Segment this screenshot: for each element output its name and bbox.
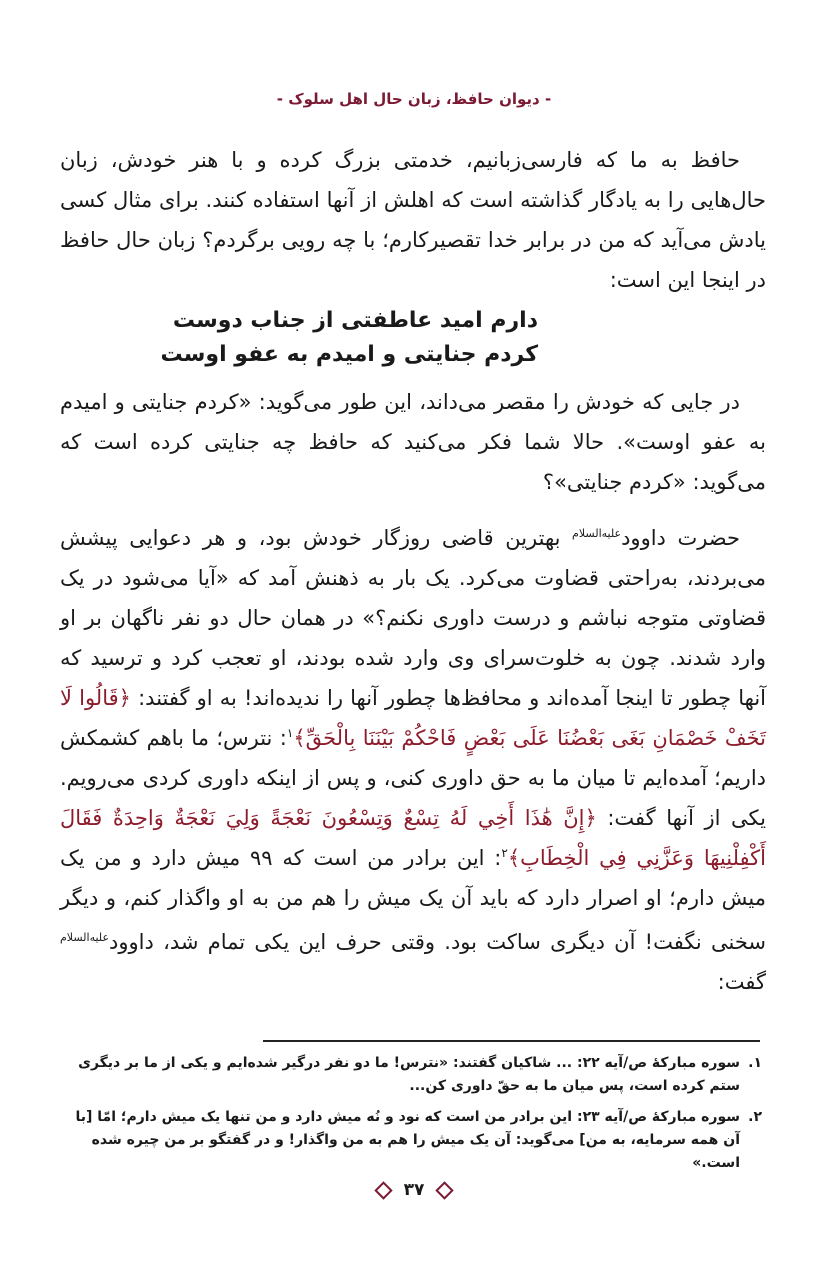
footnote-2 <box>62 1106 762 1175</box>
paragraph-intro: حافظ به ما که فارسی‌زبانیم، خدمتی بزرگ کرده و با هنر خودش، زبان حال‌هایی را به یادگار گذاشته است که اهلش از آنها استفاده کنند. برای مثال کسی یادش می‌آید که من در برابر خدا تقصیرکارم؛ با چه رویی برگردم؟ زبان حال حافظ در اینجا این است: <box>60 148 766 292</box>
running-head: - دیوان حافظ، زبان حال اهل سلوک - <box>276 90 552 108</box>
diamond-ornament-icon <box>374 1181 392 1199</box>
honorific-mark: علیه‌السلام <box>572 527 622 540</box>
story-text-d: : این برادر من است که ۹۹ میش دارد و من یک میش دارم؛ او اصرار دارد که باید آن یک میش را هم من به او واگذار کنم، و دیگر سخنی نگفت! آن دیگری ساکت بود. وقتی حرف این یکی تمام شد، داوود <box>60 846 766 954</box>
footnote-text: سوره مبارکهٔ ص/آیه ۲۳: این برادر من است که نود و نُه میش دارد و من تنها یک میش دارم؛ امّا [با آن همه سرمایه، به من] می‌گوید: آن یک میش را هم به من واگذار! و در گفتگو بر من چیره شده است.» <box>75 1109 740 1171</box>
story-text-c: : نترس؛ ما باهم کشمکش داریم؛ آمده‌ایم تا میان ما به حق داوری کنی، و پس از اینکه داوری کردی می‌رویم. یکی از آنها گفت: <box>60 726 766 830</box>
quran-quote-1: ﴿قَالُوا لَا تَخَفْ خَصْمَانِ بَغَى بَعْضُنَا عَلَى بَعْضٍ فَاحْكُمْ بَيْنَنَا بِالْحَقِّ﴾ <box>60 686 766 750</box>
story-text-e: گفت: <box>717 970 766 994</box>
body-text <box>60 140 766 1002</box>
footnote-number: ۱. <box>748 1055 762 1071</box>
verse-line-2: کردم جنایتی و امیدم به عفو اوست <box>160 342 538 367</box>
footnote-number: ۲. <box>748 1109 762 1125</box>
footnote-text: سوره مبارکهٔ ص/آیه ۲۲: ... شاکیان گفتند: «نترس! ما دو نفر درگیر شده‌ایم و یکی از ما بر دیگری ستم کرده است، پس میان ما به حقّ داوری کن... <box>78 1055 740 1094</box>
page-number <box>0 1180 828 1200</box>
honorific-mark-2: علیه‌السلام <box>60 931 110 944</box>
page-number-text: ۳۷ <box>403 1180 425 1200</box>
verse-line-1: دارم امید عاطفتی از جناب دوست <box>172 308 538 333</box>
paragraph-story <box>60 514 766 1002</box>
diamond-ornament-icon <box>436 1181 454 1199</box>
paragraph-commentary: در جایی که خودش را مقصر می‌داند، این طور می‌گوید: «کردم جنایتی و امیدم به عفو اوست». حالا شما فکر می‌کنید که حافظ چه جنایتی کرده است که می‌گوید: «کردم جنایتی»؟ <box>60 390 766 494</box>
footnote-ref-2[interactable]: ۲ <box>501 846 508 860</box>
footnote-1 <box>62 1052 762 1098</box>
poem-verse <box>60 304 766 372</box>
story-text-a: حضرت داوود <box>621 526 741 550</box>
footnote-ref-1[interactable]: ۱ <box>286 726 294 740</box>
story-text-b: بهترین قاضی روزگار خودش بود، و هر دعوایی پیشش می‌بردند، به‌راحتی قضاوت می‌کرد. یک بار به ذهنش آمد که «آیا می‌شود در یک قضاوتی متوجه نباشم و درست داوری نکنم؟» در همان حال دو نفر ناگهان بر او وارد شدند. چون به خلوت‌سرای وی وارد شده بودند، او تعجب کرد و ترسید که آنها چطور تا اینجا آمده‌اند و محافظ‌ها چطور آنها را ندیده‌اند! به او گفتند: <box>60 526 766 710</box>
footnote-divider <box>263 1040 760 1042</box>
footnotes <box>62 1052 762 1183</box>
quran-quote-2: ﴿إِنَّ هَٰذَا أَخِي لَهُ تِسْعٌ وَتِسْعُونَ نَعْجَةً وَلِيَ نَعْجَةٌ وَاحِدَةٌ فَقَالَ أَكْفِلْنِيهَا وَعَزَّنِي فِي الْخِطَابِ﴾ <box>60 806 766 870</box>
